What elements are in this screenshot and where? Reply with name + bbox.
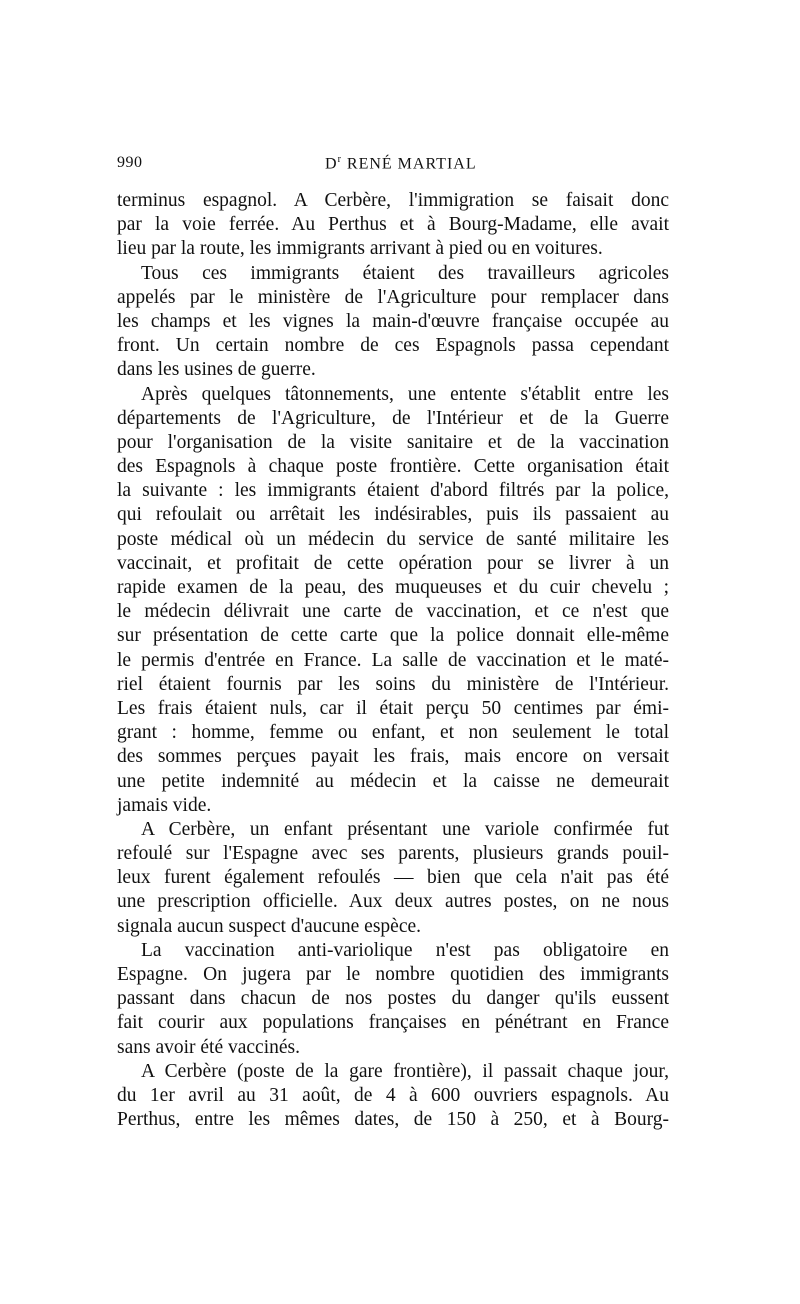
text-line: leux furent également refoulés — bien que cela n'ait pas été [117,867,669,889]
text-line: les champs et les vignes la main-d'œuvre française occupée au [117,310,669,332]
page-number: 990 [117,154,143,171]
text-line: appelés par le ministère de l'Agriculture pour remplacer dans [117,286,669,308]
text-line: A Cerbère (poste de la gare frontière), il passait chaque jour, [141,1060,669,1082]
text-line: front. Un certain nombre de ces Espagnols passa cependant [117,335,669,357]
text-line: passant dans chacun de nos postes du danger qu'ils eussent [117,988,669,1010]
body-text [117,189,669,1132]
text-line: riel étaient fournis par les soins du ministère de l'Intérieur. [117,673,669,695]
text-line: grant : homme, femme ou enfant, et non seulement le total [117,722,669,744]
text-line: Tous ces immigrants étaient des travailleurs agricoles [141,262,669,284]
paragraph [117,262,669,383]
text-line: refoulé sur l'Espagne avec ses parents, plusieurs grands pouil- [117,843,669,865]
text-line: qui refoulait ou arrêtait les indésirables, puis ils passaient au [117,504,669,526]
running-head-name: RENÉ MARTIAL [341,155,477,173]
text-line: des Espagnols à chaque poste frontière. Cette organisation était [117,456,669,478]
text-line: sans avoir été vaccinés. [117,1036,301,1058]
text-line: signala aucun suspect d'aucune espèce. [117,915,422,937]
text-line: le médecin délivrait une carte de vaccination, et ce n'est que [117,601,669,623]
text-line: A Cerbère, un enfant présentant une variole confirmée fut [141,818,669,840]
text-line: vaccinait, et profitait de cette opération pour se livrer à un [117,552,669,574]
text-line: rapide examen de la peau, des muqueuses et du cuir chevelu ; [117,577,669,598]
text-line: La vaccination anti-variolique n'est pas obligatoire en [141,939,669,961]
running-head-prefix: D [325,155,338,173]
paragraph [117,189,669,262]
text-line: sur présentation de cette carte que la police donnait elle-même [117,625,669,647]
text-line: des sommes perçues payait les frais, mais encore on versait [117,746,669,768]
text-line: une prescription officielle. Aux deux autres postes, on ne nous [117,891,669,913]
text-line: une petite indemnité au médecin et la caisse ne demeurait [117,770,669,792]
paragraph [117,383,669,818]
text-line: du 1er avril au 31 août, de 4 à 600 ouvriers espagnols. Au [117,1084,669,1106]
text-line: la suivante : les immigrants étaient d'abord filtrés par la police, [117,480,669,502]
text-line: par la voie ferrée. Au Perthus et à Bourg-Madame, elle avait [117,214,669,236]
paragraph [117,1060,669,1133]
paragraph [117,818,669,939]
text-line: le permis d'entrée en France. La salle de vaccination et le maté- [117,649,669,671]
text-line: Après quelques tâtonnements, une entente s'établit entre les [141,383,669,405]
running-head [325,154,477,173]
text-line: pour l'organisation de la visite sanitaire et de la vaccination [117,431,669,453]
text-line: dans les usines de guerre. [117,359,316,381]
page-header [117,154,669,178]
running-head-sup: r [337,154,342,165]
text-line: Perthus, entre les mêmes dates, de 150 à 250, et à Bourg- [117,1109,669,1131]
text-line: départements de l'Agriculture, de l'Intérieur et de la Guerre [117,407,669,429]
text-line: Les frais étaient nuls, car il était perçu 50 centimes par émi- [117,697,669,719]
text-line: jamais vide. [117,794,212,816]
text-line: terminus espagnol. A Cerbère, l'immigration se faisait donc [117,190,669,211]
text-line: lieu par la route, les immigrants arrivant à pied ou en voitures. [117,238,603,260]
paragraph [117,939,669,1060]
text-line: poste médical où un médecin du service de santé militaire les [117,528,669,550]
text-line: fait courir aux populations françaises en pénétrant en France [117,1012,669,1034]
text-line: Espagne. On jugera par le nombre quotidien des immigrants [117,964,669,985]
